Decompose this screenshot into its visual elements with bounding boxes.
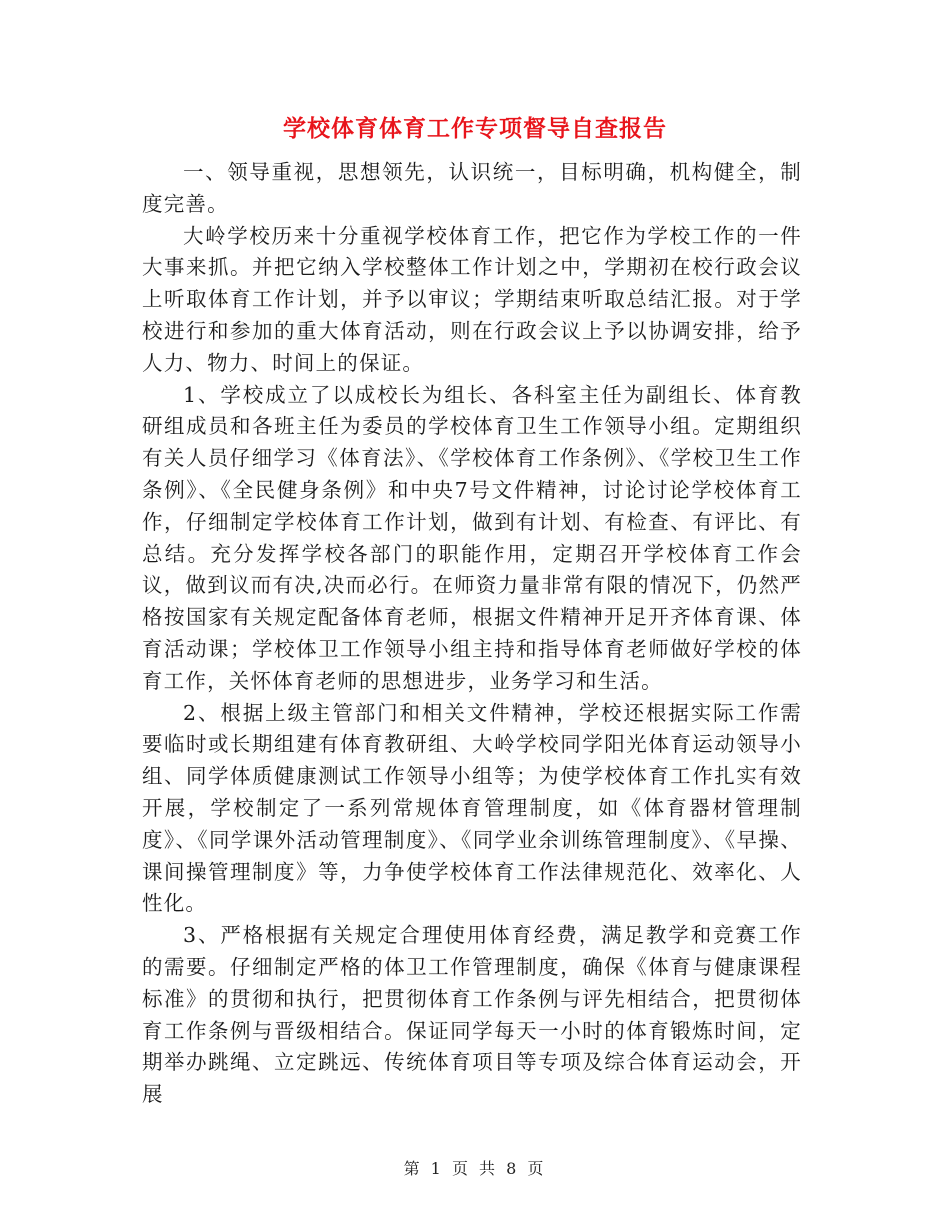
page-number-footer: 第 1 页 共 8 页 [403,1159,547,1178]
paragraph-intro: 大岭学校历来十分重视学校体育工作，把它作为学校工作的一件大事来抓。并把它纳入学校整体工作计划之中，学期初在校行政会议上听取体育工作计划，并予以审议；学期结束听取总结汇报。对于学校进行和参加的重大体育活动，则在行政会议上予以协调安排，给予人力、物力、时间上的保证。 [142,223,802,375]
paragraph-section-heading: 一、领导重视，思想领先，认识统一，目标明确，机构健全，制度完善。 [142,160,802,216]
document-title: 学校体育体育工作专项督导自查报告 [283,116,667,142]
paragraph-item-3: 3、严格根据有关规定合理使用体育经费，满足教学和竞赛工作的需要。仔细制定严格的体卫工作管理制度，确保《体育与健康课程标准》的贯彻和执行，把贯彻体育工作条例与评先相结合，把贯彻体育工作条例与晋级相结合。保证同学每天一小时的体育锻炼时间，定期举办跳绳、立定跳远、传统体育项目等专项及综合体育运动会，开展 [142,923,802,1107]
document-body [142,157,802,1111]
paragraph-item-2: 2、根据上级主管部门和相关文件精神，学校还根据实际工作需要临时或长期组建有体育教研组、大岭学校同学阳光体育运动领导小组、同学体质健康测试工作领导小组等；为使学校体育工作扎实有效开展，学校制定了一系列常规体育管理制度，如《体育器材管理制度》、《同学课外活动管理制度》、《同学业余训练管理制度》、《早操、课间操管理制度》等，力争使学校体育工作法律规范化、效率化、人性化。 [142,700,802,916]
paragraph-item-1: 1、学校成立了以成校长为组长、各科室主任为副组长、体育教研组成员和各班主任为委员的学校体育卫生工作领导小组。定期组织有关人员仔细学习《体育法》、《学校体育工作条例》、《学校卫生工作条例》、《全民健身条例》和中央7号文件精神，讨论讨论学校体育工作，仔细制定学校体育工作计划，做到有计划、有检查、有评比、有总结。充分发挥学校各部门的职能作用，定期召开学校体育工作会议，做到议而有决,决而必行。在师资力量非常有限的情况下，仍然严格按国家有关规定配备体育老师，根据文件精神开足开齐体育课、体育活动课；学校体卫工作领导小组主持和指导体育老师做好学校的体育工作，关怀体育老师的思想进步，业务学习和生活。 [142,382,802,693]
